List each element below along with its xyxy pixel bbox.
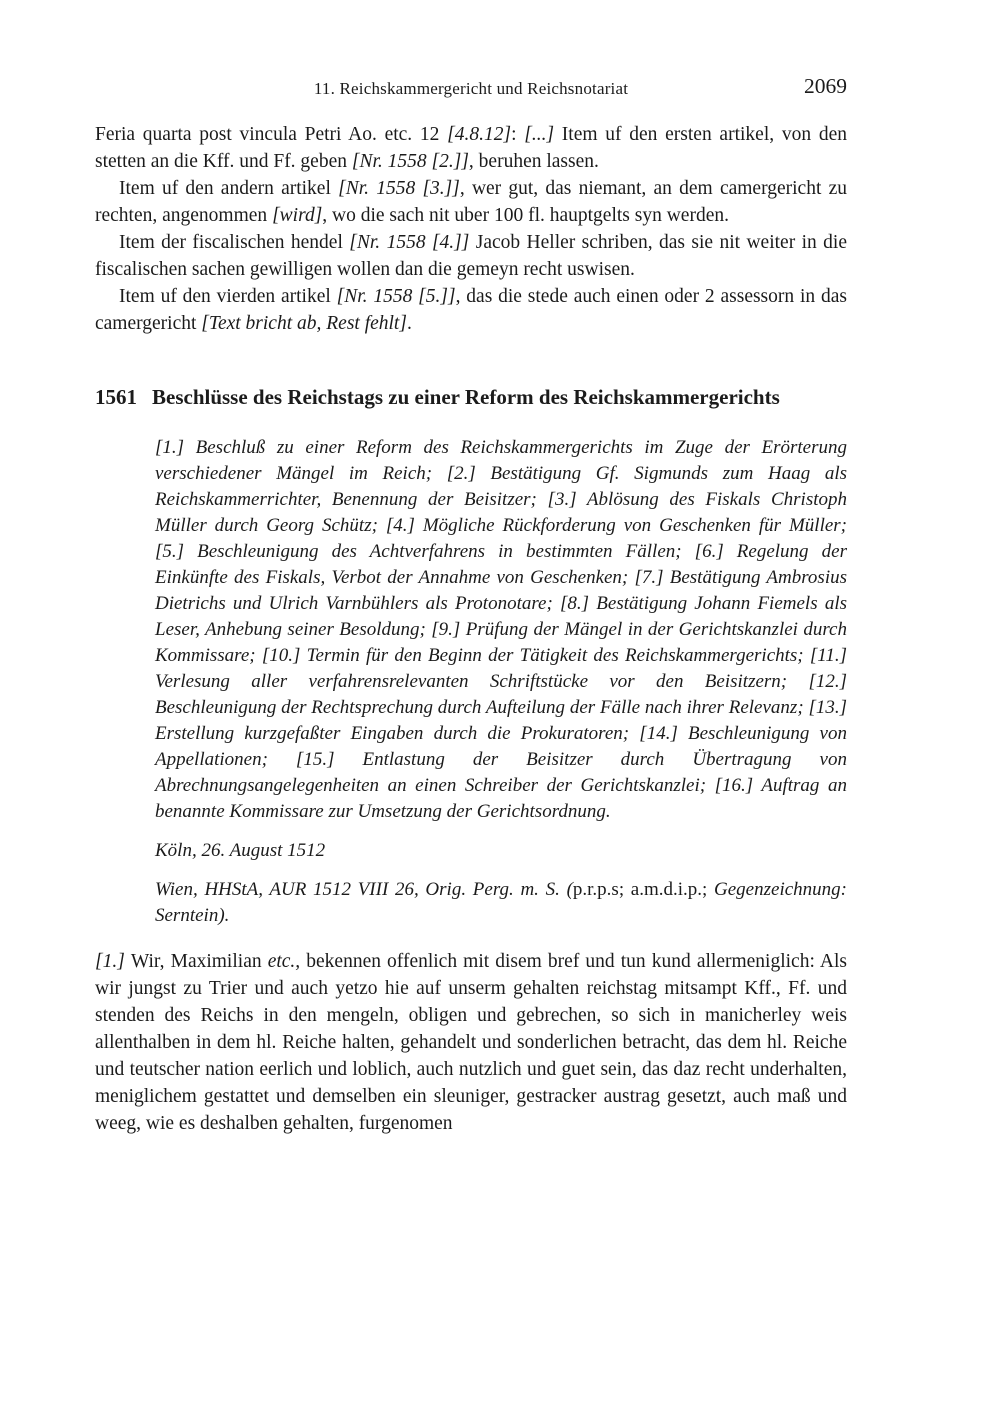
previous-entry-continuation xyxy=(95,121,847,337)
text-segment: , wer gut, das niemant, an dem camergericht zu rechten, angenommen xyxy=(95,178,847,226)
entry-source-reference xyxy=(155,877,847,929)
paragraph xyxy=(155,838,847,864)
italic-text-segment: Wien, HHStA, AUR 1512 VIII 26, Orig. Perg. m. S. ( xyxy=(155,879,573,900)
paragraph xyxy=(95,229,847,283)
italic-text-segment: [1.] Beschluß zu einer Reform des Reichskammergerichts im Zuge der Erörterung verschiedener Mängel im Reich; [2.] Bestätigung Gf. Sigmunds zum Haag als Reichskammerrichter, Benennung der Beisitzer; [3.] Ablösung des Fiskals Christoph Müller durch Georg Schütz; [4.] Mögliche Rückforderung von Geschenken für Müller; [5.] Beschleunigung des Achtverfahrens in bestimmten Fällen; [6.] Regelung der Einkünfte des Fiskals, Verbot der Annahme von Geschenken; [7.] Bestätigung Ambrosius Dietrichs und Ulrich Varnbühlers als Protonotare; [8.] Bestätigung Johann Fiemels als Leser, Anhebung seiner Besoldung; [9.] Prüfung der Mängel in der Gerichtskanzlei durch Kommissare; [10.] Termin für den Beginn der Tätigkeit des Reichskammergerichts; [11.] Verlesung aller verfahrensrelevanten Schriftstücke vor den Beisitzern; [12.] Beschleunigung der Rechtsprechung durch Aufteilung der Fälle nach ihrer Relevanz; [13.] Erstellung kurzgefaßter Eingaben durch die Prokuratoren; [14.] Beschleunigung von Appellationen; [15.] Entlastung der Beisitzer durch Übertragung von Abrechnungsangelegenheiten an einen Schreiber der Gerichtskanzlei; [16.] Auftrag an benannte Kommissare zur Umsetzung der Gerichtsordnung. xyxy=(155,437,847,822)
running-head xyxy=(95,76,847,108)
text-segment: , das die stede auch einen oder 2 assessorn in das camergericht xyxy=(95,286,847,334)
paragraph xyxy=(155,435,847,825)
text-segment: , wo die sach nit uber 100 fl. hauptgelts syn werden. xyxy=(322,205,729,226)
paragraph xyxy=(95,175,847,229)
text-segment: Item uf den vierden artikel xyxy=(119,286,337,307)
text-segment: bekennen offenlich mit disem bref und tun kund allermeniglich: Als wir jungst zu Trier und auch yetzo hie auf unserm gehalten reichstag mitsampt Kff., Ff. und stenden des Reichs in den mengeln, obligen und gebrechen, so sich in manicherley weis allenthalben in dem hl. Reiche halten, gehandelt und sonderlichen betracht, das dem hl. Reiche und teutscher nation eerlich und loblich, auch nutzlich und guet sein, das daz recht underhalten, meniglichem gestattet und demselben ein sleuniger, gestracker austrag gesetzt, auch maß und weeg, wie es deshalben gehalten, furgenomen xyxy=(95,951,847,1134)
italic-text-segment: [1.] xyxy=(95,951,131,972)
text-segment: Wir, Maximilian xyxy=(130,951,268,972)
text-segment: p.r.p.s; a.m.d.i.p.; xyxy=(572,879,708,900)
italic-text-segment: Gegenzeichnung: Serntein). xyxy=(155,879,847,926)
italic-text-segment: [Nr. 1558 [5.]] xyxy=(336,286,456,307)
text-segment: Item uf den andern artikel xyxy=(119,178,339,199)
italic-text-segment: [Nr. 1558 [4.]] xyxy=(349,232,470,253)
text-segment: Item uf den ersten artikel, von den stetten an die Kff. und Ff. geben xyxy=(95,124,847,172)
text-segment: Item der fiscalischen hendel xyxy=(119,232,350,253)
entry-number: 1561 xyxy=(95,385,137,409)
italic-text-segment: [Nr. 1558 [3.]] xyxy=(338,178,460,199)
text-column xyxy=(95,76,847,1137)
running-head-title: 11. Reichskammergericht und Reichsnotariat xyxy=(313,79,629,98)
entry-regest xyxy=(155,435,847,825)
italic-text-segment: [...] xyxy=(524,124,555,145)
italic-text-segment: [4.8.12] xyxy=(447,124,512,145)
italic-text-segment: etc., xyxy=(267,951,301,972)
italic-text-segment: [Nr. 1558 [2.]] xyxy=(351,151,469,172)
entry-heading xyxy=(95,384,847,410)
text-segment: , beruhen lassen. xyxy=(468,151,599,172)
text-segment: : xyxy=(511,124,525,145)
page-number: 2069 xyxy=(804,74,847,98)
italic-text-segment: [Text bricht ab, Rest fehlt] xyxy=(201,313,407,334)
text-segment: . xyxy=(406,313,412,334)
paragraph xyxy=(95,283,847,337)
text-segment: Feria quarta post vincula Petri Ao. etc. 12 xyxy=(95,124,448,145)
paragraph xyxy=(95,948,847,1137)
paragraph xyxy=(95,121,847,175)
italic-text-segment: [wird] xyxy=(272,205,323,226)
entry-dateline xyxy=(155,838,847,864)
text-segment: Jacob Heller schriben, das sie nit weiter in die fiscalischen sachen gewilligen wollen dan die gemeyn recht uswisen. xyxy=(95,232,847,280)
paragraph xyxy=(155,877,847,929)
entry-body-text xyxy=(95,948,847,1137)
entry-title: Beschlüsse des Reichstags zu einer Reform des Reichskammergerichts xyxy=(152,385,780,409)
italic-text-segment: Köln, 26. August 1512 xyxy=(155,840,326,861)
